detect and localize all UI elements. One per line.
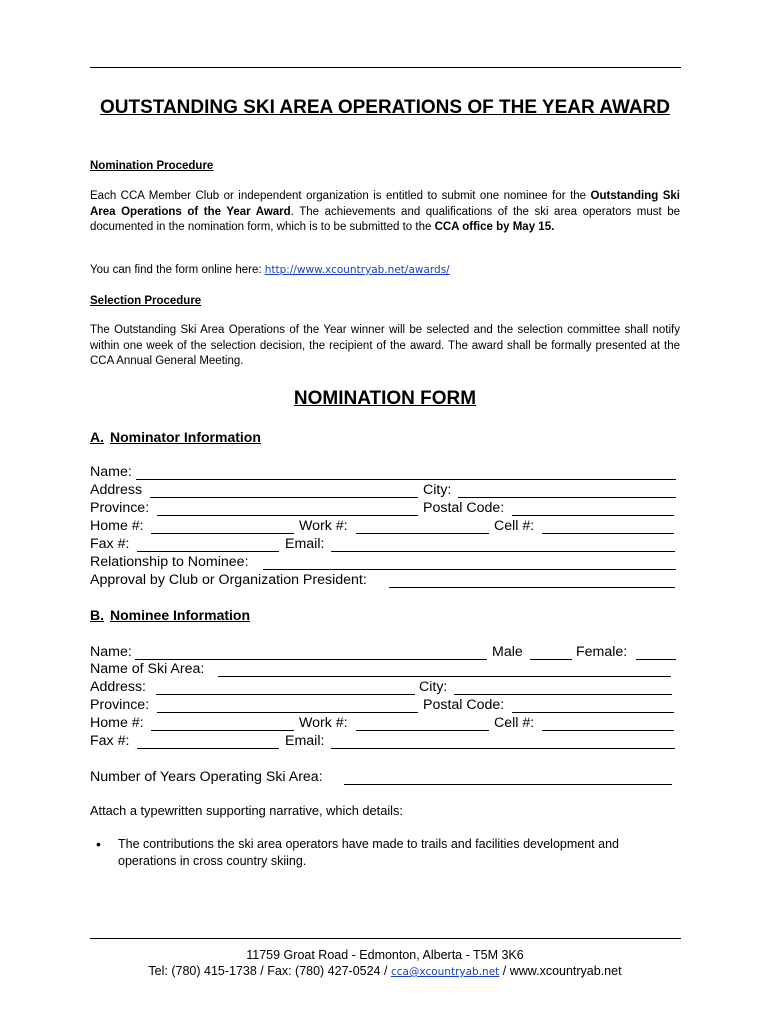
bullet-text: The contributions the ski area operators have made to trails and facilities development and operations in cross country skiing. bbox=[118, 837, 619, 868]
b-fax-field[interactable] bbox=[137, 748, 279, 749]
b-ski-area-label: Name of Ski Area: bbox=[90, 661, 205, 677]
nomination-form-title: NOMINATION FORM bbox=[293, 388, 477, 409]
a-name-field[interactable] bbox=[136, 479, 676, 480]
a-relationship-field[interactable] bbox=[263, 569, 676, 570]
section-title: Nominator Information bbox=[110, 429, 261, 445]
b-home-field[interactable] bbox=[151, 730, 294, 731]
b-work-label: Work #: bbox=[299, 715, 348, 731]
online-form-text: You can find the form online here: bbox=[90, 264, 265, 276]
paragraph-text: Each CCA Member Club or independent organization is entitled to submit one nominee for the bbox=[90, 190, 591, 202]
a-approval-label: Approval by Club or Organization President: bbox=[90, 572, 367, 588]
b-female-label: Female: bbox=[576, 644, 628, 660]
years-label: Number of Years Operating Ski Area: bbox=[90, 769, 323, 785]
b-male-label: Male bbox=[492, 644, 523, 660]
a-city-field[interactable] bbox=[458, 497, 676, 498]
selection-procedure-heading: Selection Procedure bbox=[90, 295, 202, 307]
b-name-label: Name: bbox=[90, 644, 132, 660]
b-female-field[interactable] bbox=[636, 659, 676, 660]
section-b-heading bbox=[90, 607, 250, 623]
b-email-label: Email: bbox=[285, 733, 325, 749]
b-province-label: Province: bbox=[90, 697, 150, 713]
top-rule bbox=[90, 67, 681, 68]
footer-contact bbox=[90, 963, 680, 981]
a-cell-field[interactable] bbox=[542, 533, 674, 534]
bullet-icon: • bbox=[96, 836, 101, 852]
nomination-paragraph bbox=[90, 189, 680, 236]
section-title: Nominee Information bbox=[110, 607, 251, 623]
document-title: OUTSTANDING SKI AREA OPERATIONS OF THE YEAR AWARD bbox=[99, 97, 671, 118]
b-address-label: Address: bbox=[90, 679, 146, 695]
deadline-text: CCA office by May 15. bbox=[434, 221, 555, 233]
a-relationship-label: Relationship to Nominee: bbox=[90, 554, 249, 570]
b-postal-field[interactable] bbox=[512, 712, 674, 713]
a-address-label: Address bbox=[90, 482, 143, 498]
awards-link[interactable]: http://www.xcountryab.net/awards/ bbox=[264, 264, 450, 276]
selection-paragraph: The Outstanding Ski Area Operations of the Year winner will be selected and the selection committee shall notify within one week of the selection decision, the recipient of the award. The award shall be formally presented at the CCA Annual General Meeting. bbox=[90, 324, 680, 367]
section-a-heading bbox=[90, 429, 261, 445]
a-fax-label: Fax #: bbox=[90, 536, 130, 552]
section-letter: A. bbox=[90, 429, 104, 445]
a-cell-label: Cell #: bbox=[494, 518, 535, 534]
award-name: Outstanding Ski Area Operations of the Year Award bbox=[90, 190, 680, 218]
a-home-field[interactable] bbox=[151, 533, 294, 534]
b-cell-label: Cell #: bbox=[494, 715, 535, 731]
a-work-label: Work #: bbox=[299, 518, 348, 534]
paragraph-text: . The achievements and qualifications of the ski area operators must be documented in the nomination form, which is to be submitted to the bbox=[90, 205, 680, 233]
b-cell-field[interactable] bbox=[542, 730, 674, 731]
b-work-field[interactable] bbox=[356, 730, 489, 731]
a-name-label: Name: bbox=[90, 464, 132, 480]
a-home-label: Home #: bbox=[90, 518, 144, 534]
b-province-field[interactable] bbox=[157, 712, 418, 713]
b-ski-area-field[interactable] bbox=[218, 676, 671, 677]
online-form-paragraph bbox=[90, 263, 680, 279]
a-email-label: Email: bbox=[285, 536, 325, 552]
b-city-field[interactable] bbox=[454, 694, 672, 695]
a-province-label: Province: bbox=[90, 500, 150, 516]
footer-rule bbox=[90, 938, 681, 939]
years-field[interactable] bbox=[344, 784, 672, 785]
b-address-field[interactable] bbox=[156, 694, 415, 695]
a-work-field[interactable] bbox=[356, 533, 489, 534]
b-home-label: Home #: bbox=[90, 715, 144, 731]
footer-email-link[interactable]: cca@xcountryab.net bbox=[390, 966, 500, 978]
nomination-procedure-heading: Nomination Procedure bbox=[90, 160, 214, 172]
footer-address: 11759 Groat Road - Edmonton, Alberta - T5M 3K6 bbox=[246, 948, 524, 962]
a-address-field[interactable] bbox=[150, 497, 418, 498]
b-postal-label: Postal Code: bbox=[423, 697, 505, 713]
a-fax-field[interactable] bbox=[137, 551, 279, 552]
b-fax-label: Fax #: bbox=[90, 733, 130, 749]
b-city-label: City: bbox=[419, 679, 448, 695]
b-email-field[interactable] bbox=[331, 748, 675, 749]
a-postal-label: Postal Code: bbox=[423, 500, 505, 516]
a-approval-field[interactable] bbox=[389, 587, 675, 588]
b-male-field[interactable] bbox=[530, 659, 572, 660]
footer-phone-fax: Tel: (780) 415-1738 / Fax: (780) 427-0524 / bbox=[148, 964, 391, 978]
a-postal-field[interactable] bbox=[512, 515, 674, 516]
a-province-field[interactable] bbox=[157, 515, 418, 516]
footer-website: / www.xcountryab.net bbox=[499, 964, 622, 978]
a-email-field[interactable] bbox=[331, 551, 675, 552]
a-city-label: City: bbox=[423, 482, 452, 498]
attach-text: Attach a typewritten supporting narrative, which details: bbox=[90, 803, 403, 818]
section-letter: B. bbox=[90, 607, 104, 623]
